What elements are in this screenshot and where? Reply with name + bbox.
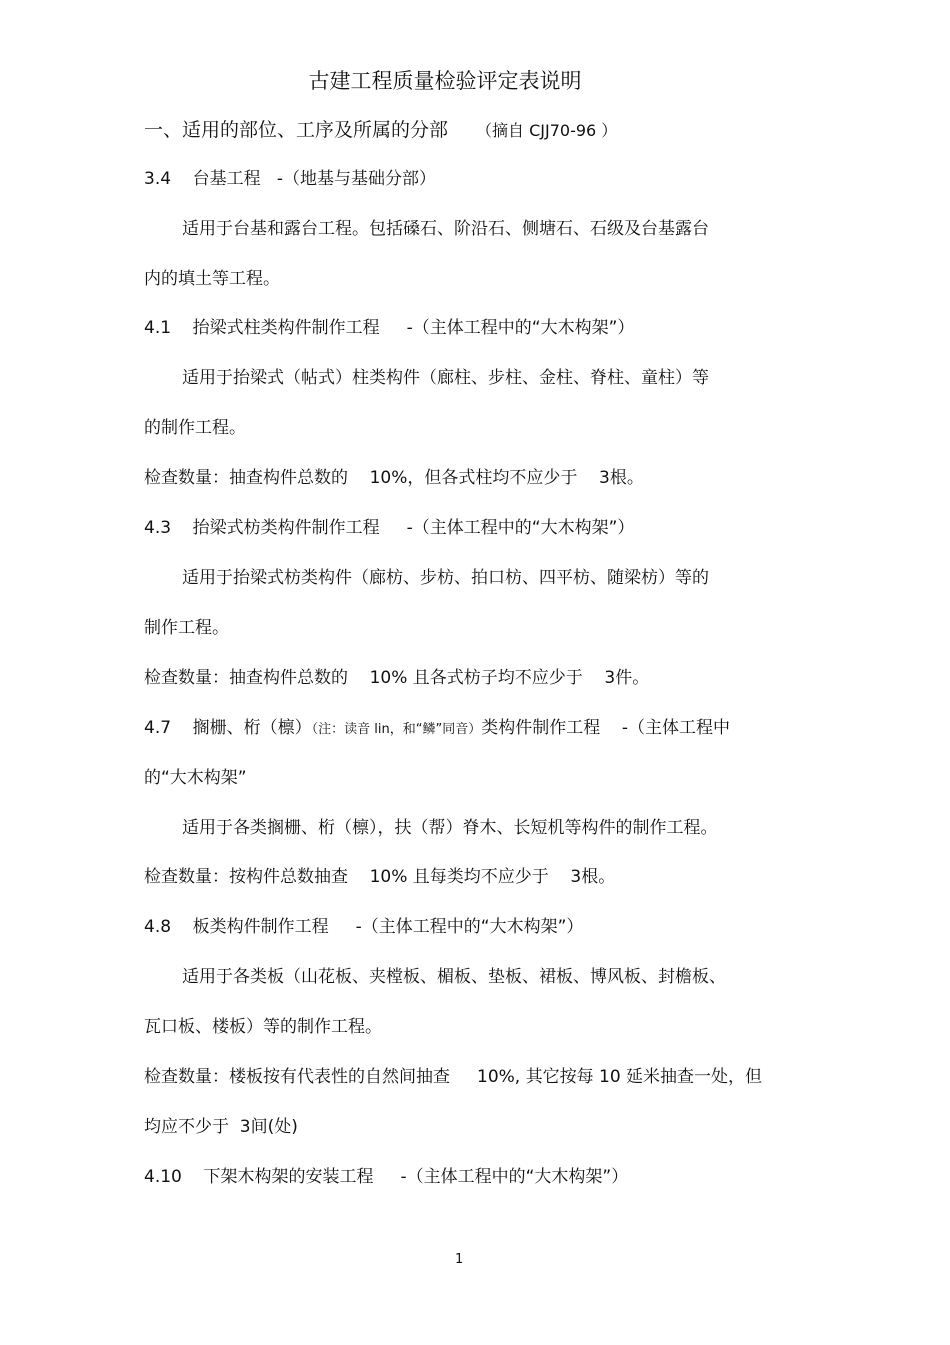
clause-4-8-inspection-line-1: 检查数量：楼板按有代表性的自然间抽查 10%, 其它按每 10 延米抽查一处，但 — [144, 1067, 763, 1087]
clause-4-8-text-line-2: 瓦口板、楼板）等的制作工程。 — [144, 1017, 382, 1037]
clause-4-7-heading-end: 类构件制作工程 -（主体工程中 — [481, 718, 730, 738]
clause-3-4-text-line-2: 内的填土等工程。 — [144, 269, 280, 289]
clause-4-7-inspection: 检查数量：按构件总数抽查 10% 且每类均不应少于 3根。 — [144, 867, 616, 887]
clause-3-4-heading: 3.4 台基工程 -（地基与基础分部） — [144, 169, 436, 189]
clause-3-4-text-line-1: 适用于台基和露台工程。包括磉石、阶沿石、侧塘石、石级及台基露台 — [182, 219, 709, 239]
clause-4-3-text-line-2: 制作工程。 — [144, 618, 229, 638]
clause-4-7-heading-start: 4.7 搁栅、桁（檩） — [144, 718, 312, 738]
clause-4-8-inspection-line-2: 均应不少于 3间(处) — [144, 1117, 298, 1137]
clause-4-7-heading-line-1 — [144, 717, 730, 741]
section-source: （摘自 CJJ70-96 ） — [476, 121, 618, 140]
clause-4-7-text: 适用于各类搁栅、桁（檩），扶（帮）脊木、长短机等构件的制作工程。 — [182, 818, 718, 838]
clause-4-8-heading: 4.8 板类构件制作工程 -（主体工程中的“大木构架”） — [144, 917, 584, 937]
section-heading — [144, 118, 617, 143]
clause-4-3-text-line-1: 适用于抬梁式枋类构件（廊枋、步枋、拍口枋、四平枋、随梁枋）等的 — [182, 568, 709, 588]
clause-4-7-pronunciation-note: （注：读音 lin，和“鳞”同音） — [311, 722, 482, 737]
clause-4-1-text-line-2: 的制作工程。 — [144, 418, 246, 438]
clause-4-1-inspection: 检查数量：抽查构件总数的 10%，但各式柱均不应少于 3根。 — [144, 468, 644, 488]
clause-4-3-inspection: 检查数量：抽查构件总数的 10% 且各式枋子均不应少于 3件。 — [144, 668, 650, 688]
clause-4-10-heading: 4.10 下架木构架的安装工程 -（主体工程中的“大木构架”） — [144, 1167, 629, 1187]
clause-4-1-heading: 4.1 抬梁式柱类构件制作工程 -（主体工程中的“大木构架”） — [144, 318, 635, 338]
section-heading-text: 一、适用的部位、工序及所属的分部 — [144, 119, 449, 141]
clause-4-3-heading: 4.3 抬梁式枋类构件制作工程 -（主体工程中的“大木构架”） — [144, 518, 635, 538]
page-number: 1 — [455, 1252, 464, 1267]
document-title: 古建工程质量检验评定表说明 — [308, 69, 582, 93]
clause-4-1-text-line-1: 适用于抬梁式（帖式）柱类构件（廊柱、步柱、金柱、脊柱、童柱）等 — [182, 368, 709, 388]
clause-4-8-text-line-1: 适用于各类板（山花板、夹樘板、楣板、垫板、裙板、博风板、封檐板、 — [182, 967, 726, 987]
clause-4-7-heading-line-2: 的“大木构架” — [144, 768, 247, 788]
